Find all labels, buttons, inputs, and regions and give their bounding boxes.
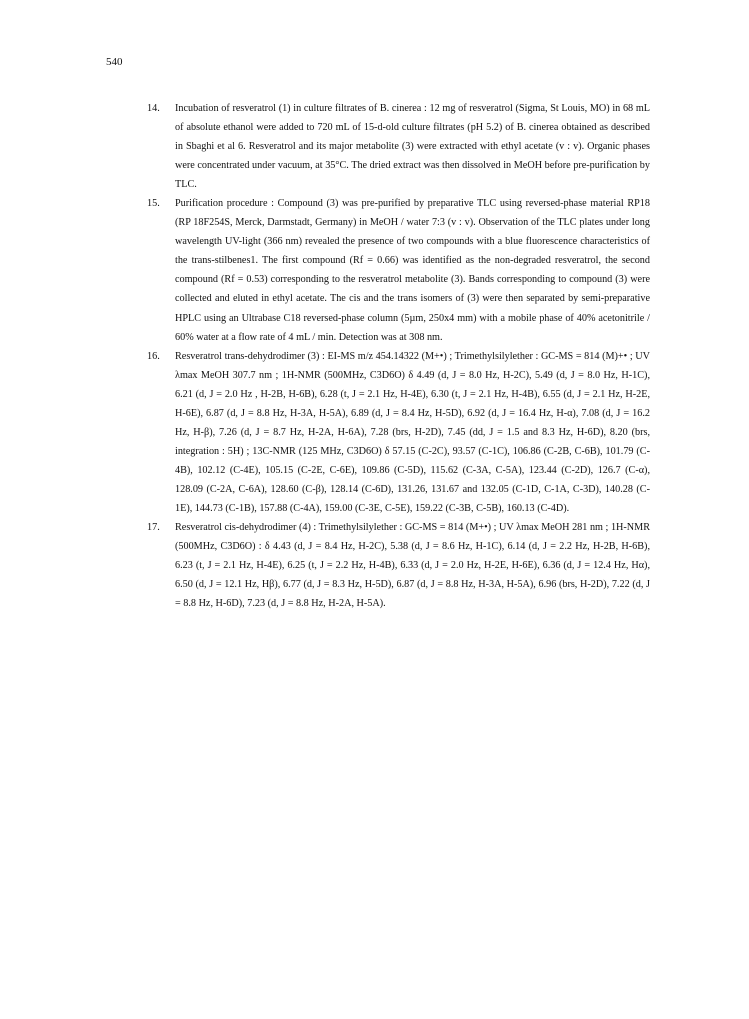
- page-number: 540: [106, 56, 123, 68]
- note-number: 16.: [147, 350, 160, 362]
- note-text: Resveratrol trans-dehydrodimer (3) : EI-MS m/z 454.14322 (M+•) ; Trimethylsilylether : GC-MS = 814 (M)+• ; UV λmax MeOH 307.7 nm ; 1H-NMR (500MHz, C3D6O) δ 4.49 (d, J = 8.0 Hz, H-2C), 5.49 (d, J = 8.0 Hz, H-1C), 6.21 (d, J = 2.0 Hz , H-2B, H-6B), 6.28 (t, J = 2.1 Hz, H-4E), 6.30 (t, J = 2.1 Hz, H-4B), 6.55 (d, J = 2.1 Hz, H-2E, H-6E), 6.87 (d, J = 8.8 Hz, H-3A, H-5A), 6.89 (d, J = 8.4 Hz, H-5D), 6.92 (d, J = 16.4 Hz, H-α), 7.08 (d, J = 16.2 Hz, H-β), 7.26 (d, J = 8.7 Hz, H-2A, H-6A), 7.28 (brs, H-2D), 7.45 (dd, J = 1.5 and 8.3 Hz, H-6D), 8.20 (brs, integration : 5H) ; 13C-NMR (125 MHz, C3D6O) δ 57.15 (C-2C), 93.57 (C-1C), 106.86 (C-2B, C-6B), 101.79 (C-4B), 102.12 (C-4E), 105.15 (C-2E, C-6E), 109.86 (C-5D), 115.62 (C-3A, C-5A), 123.44 (C-2D), 126.7 (C-α), 128.09 (C-2A, C-6A), 128.60 (C-β), 128.14 (C-6D), 131.26, 131.67 and 132.05 (C-1D, C-1A, C-3D), 140.28 (C-1E), 144.73 (C-1B), 157.88 (C-4A), 159.00 (C-3E, C-5E), 159.22 (C-3B, C-5B), 160.13 (C-4D).: [175, 350, 650, 514]
- note-number: 14.: [147, 103, 160, 114]
- note-17: [147, 518, 650, 613]
- note-16: [147, 347, 650, 518]
- note-number: 15.: [147, 198, 160, 210]
- note-text: Purification procedure : Compound (3) was pre-purified by preparative TLC using reversed-phase material RP18 (RP 18F254S, Merck, Darmstadt, Germany) in MeOH / water 7:3 (v : v). Observation of the TLC plates under long wavelength UV-light (366 nm) revealed the presence of two compounds with a blue fluorescence characteristics of the trans-stilbenes1. The first compound (Rf = 0.66) was identified as the non-degraded resveratrol, the second compound (Rf = 0.53) corresponding to the resveratrol metabolite (3). Bands corresponding to compound (3) were collected and eluted in ethyl acetate. The cis and the trans isomers of (3) were then separated by semi-preparative HPLC using an Ultrabase C18 reversed-phase column (5µm, 250x4 mm) with a mobile phase of 40% acetonitrile / 60% water at a flow rate of 4 mL / min. Detection was at 308 nm.: [175, 198, 650, 343]
- note-15: [147, 194, 650, 346]
- note-number: 17.: [147, 522, 160, 534]
- note-text: Incubation of resveratrol (1) in culture filtrates of B. cinerea : 12 mg of resveratrol (Sigma, St Louis, MO) in 68 mL of absolute ethanol were added to 720 mL of 15-d-old culture filtrates (pH 5.2) of B. cinerea obtained as described in Sbaghi et al 6. Resveratrol and its major metabolite (3) were extracted with ethyl acetate (v : v). Organic phases were concentrated under vacuum, at 35°C. The dried extract was then dissolved in MeOH before pre-purification by TLC.: [175, 103, 650, 191]
- notes-list: [147, 99, 650, 613]
- note-text: Resveratrol cis-dehydrodimer (4) : Trimethylsilylether : GC-MS = 814 (M+•) ; UV λmax MeOH 281 nm ; 1H-NMR (500MHz, C3D6O) : δ 4.43 (d, J = 8.4 Hz, H-2C), 5.38 (d, J = 8.6 Hz, H-1C), 6.14 (d, J = 2.2 Hz, H-2B, H-6B), 6.23 (t, J = 2.1 Hz, H-4E), 6.25 (t, J = 2.2 Hz, H-4B), 6.33 (d, J = 2.0 Hz, H-2E, H-6E), 6.36 (d, J = 12.4 Hz, Hα), 6.50 (d, J = 12.1 Hz, Hβ), 6.77 (d, J = 8.3 Hz, H-5D), 6.87 (d, J = 8.8 Hz, H-3A, H-5A), 6.96 (brs, H-2D), 7.22 (d, J = 8.8 Hz, H-6D), 7.23 (d, J = 8.8 Hz, H-2A, H-5A).: [175, 522, 650, 610]
- note-14: [147, 99, 650, 194]
